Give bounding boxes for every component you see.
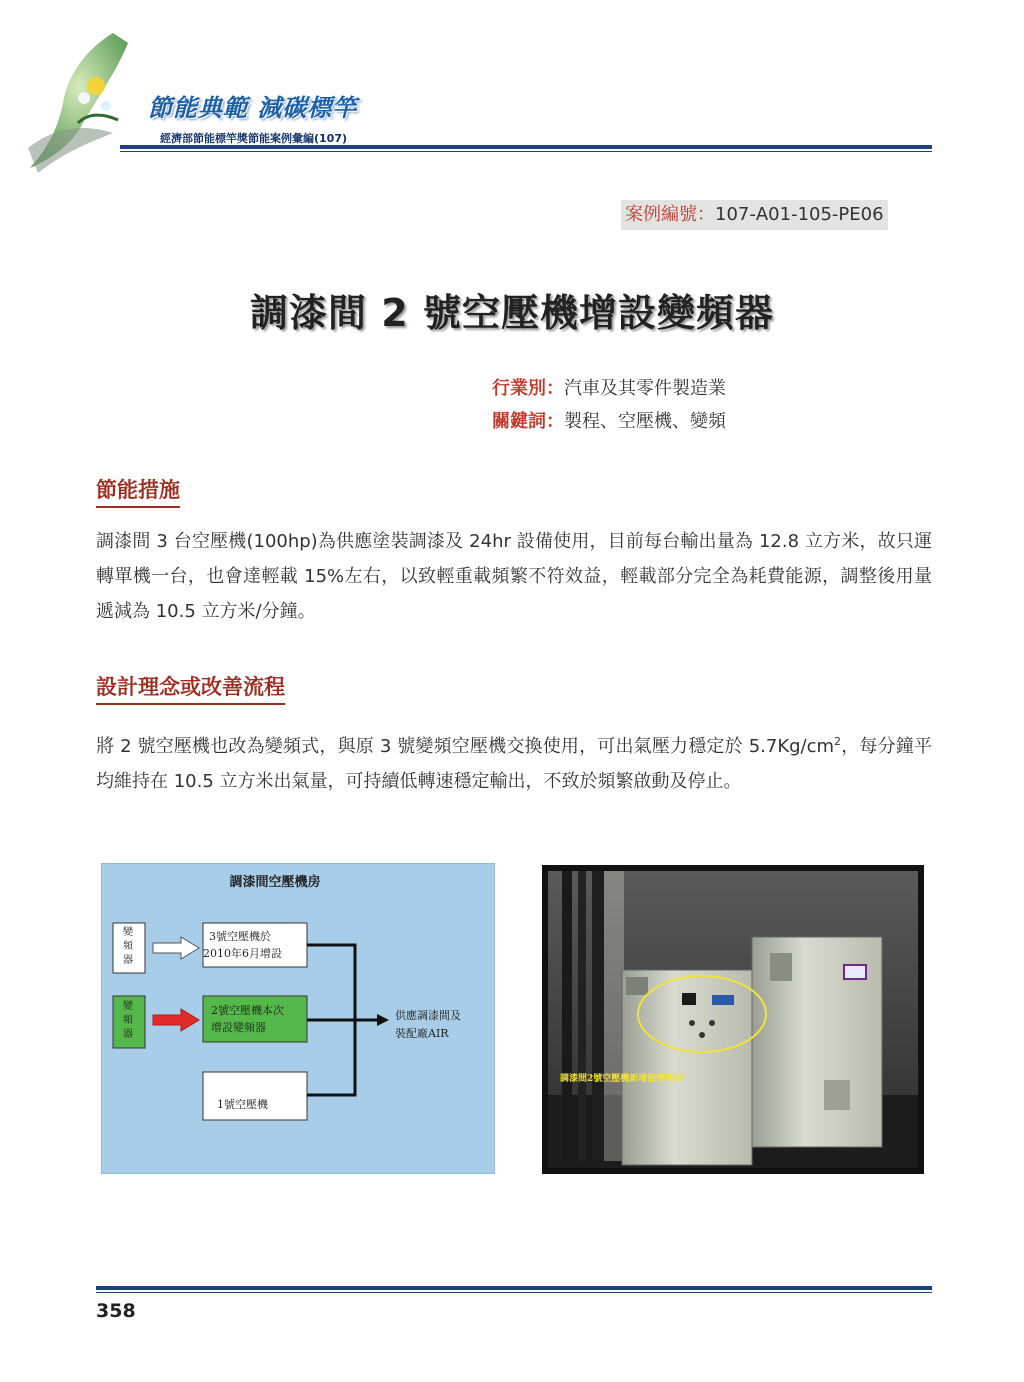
section-heading-measures: 節能措施 — [96, 474, 180, 508]
design-text-part2: ，每分鐘平均維持在 10.5 立方米出氣量，可持續低轉速穩定輸出，不致於頻繁啟動及停止。 — [96, 736, 932, 792]
compressor-3-line2: 2010年6月增設 — [203, 947, 282, 960]
industry-row — [492, 374, 726, 400]
diagram-title: 調漆間空壓機房 — [229, 875, 321, 890]
case-number-value: 107-A01-105-PE06 — [715, 204, 884, 225]
cabinet-left-knob-2 — [709, 1020, 715, 1026]
cabinet-right-vent — [770, 953, 792, 981]
cabinet-left-vent — [626, 977, 648, 995]
keywords-label: 關鍵詞： — [492, 411, 564, 432]
output-line1: 供應調漆間及 — [395, 1009, 461, 1022]
footer-rule — [96, 1286, 932, 1290]
photo-pipe-1 — [562, 871, 572, 1161]
cabinet-left-knob-3 — [699, 1032, 705, 1038]
industry-label: 行業別： — [492, 378, 564, 399]
section-heading-design: 設計理念或改善流程 — [96, 671, 285, 705]
compressor-2-line2: 增設變頻器 — [211, 1021, 266, 1034]
photo-pipe-3 — [592, 871, 604, 1161]
compressor-1-label: 1號空壓機 — [217, 1098, 268, 1111]
page-title: 調漆間 2 號空壓機增設變頻器 — [250, 291, 774, 335]
output-line2: 裝配廠AIR — [395, 1027, 449, 1040]
vfd-cabinet-photo — [542, 865, 924, 1174]
cabinet-left-display-2 — [712, 995, 734, 1005]
photo-light — [604, 871, 624, 1161]
header-rule-thin — [120, 151, 932, 152]
brand-title: 節能典範 減碳標竿 — [148, 93, 358, 122]
photo-caption: 調漆間2號空壓機新增設變頻器 — [560, 1074, 684, 1084]
cabinet-right-vent-low — [824, 1080, 850, 1110]
case-number-label: 案例編號： — [625, 204, 715, 225]
compressor-room-diagram — [101, 863, 495, 1174]
cabinet-right-display — [844, 965, 866, 979]
brand-subtitle: 經濟部節能標竿獎節能案例彙編(107) — [160, 132, 348, 145]
cabinet-left-knob-1 — [689, 1020, 695, 1026]
vfd-label-2: 變頻器 — [123, 1001, 133, 1040]
design-text-part1: 將 2 號空壓機也改為變頻式，與原 3 號變頻空壓機交換使用，可出氣壓力穩定於 5.7Kg/cm — [96, 736, 835, 757]
keywords-value: 製程、空壓機、變頻 — [564, 411, 726, 432]
industry-value: 汽車及其零件製造業 — [564, 378, 726, 399]
photo-pipe-2 — [578, 871, 586, 1161]
case-number-box — [621, 200, 888, 230]
section-body-measures: 調漆間 3 台空壓機(100hp)為供應塗裝調漆及 24hr 設備使用，目前每台輸出量為 12.8 立方米，故只運轉單機一台，也會達輕載 15%左右，以致輕重載頻繁不符效益，輕載部分完全為耗費能源，調整後用量遞減為 10.5 立方米/分鐘。 — [96, 531, 932, 622]
keywords-row — [492, 407, 726, 433]
compressor-2-box — [203, 996, 307, 1042]
compressor-1-box — [203, 1072, 307, 1120]
vfd-label-1: 變頻器 — [123, 927, 133, 966]
compressor-3-line1: 3號空壓機於 — [209, 930, 271, 943]
superscript-2: 2 — [834, 735, 842, 748]
taiwan-leaf-logo — [18, 28, 148, 178]
header-rule — [120, 145, 932, 149]
compressor-2-line1: 2號空壓機本次 — [211, 1004, 284, 1017]
page-number: 358 — [96, 1300, 136, 1322]
section-body-design — [96, 724, 932, 799]
footer-rule-thin — [96, 1292, 932, 1293]
cabinet-left-display-1 — [682, 993, 696, 1005]
